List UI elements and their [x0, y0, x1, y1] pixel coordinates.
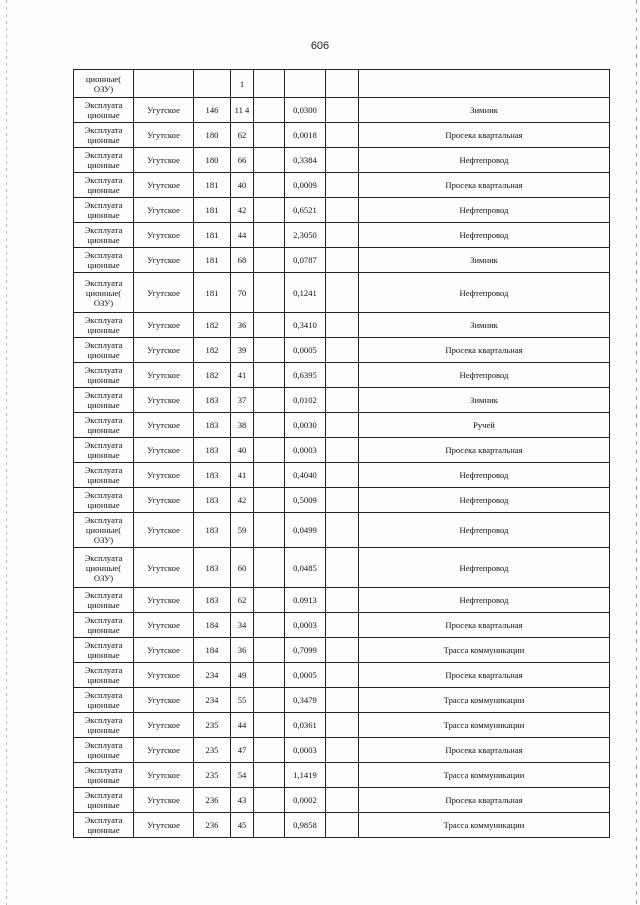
forestry-cell: Угутское [134, 173, 194, 198]
section-cell: 34 [231, 613, 254, 638]
forestry-cell: Угутское [134, 763, 194, 788]
category-cell: ционные( ОЗУ) [74, 70, 134, 98]
quarter-cell: 183 [194, 488, 231, 513]
category-cell: Эксплуата ционные [74, 388, 134, 413]
area-cell: 0,3479 [285, 688, 326, 713]
purpose-cell: Нефтепровод [359, 148, 610, 173]
forestry-cell: Угутское [134, 363, 194, 388]
blank-cell [254, 248, 285, 273]
category-cell: Эксплуата ционные [74, 98, 134, 123]
category-cell: Эксплуата ционные [74, 363, 134, 388]
section-cell: 42 [231, 488, 254, 513]
blank-cell [254, 413, 285, 438]
area-cell: 0,4040 [285, 463, 326, 488]
table-row [74, 363, 610, 388]
section-cell: 39 [231, 338, 254, 363]
category-cell: Эксплуата ционные( ОЗУ) [74, 548, 134, 588]
table-row [74, 413, 610, 438]
quarter-cell: 183 [194, 438, 231, 463]
table-row [74, 123, 610, 148]
quarter-cell: 182 [194, 313, 231, 338]
table-row [74, 463, 610, 488]
scan-edge-left [6, 0, 7, 905]
extra-cell [326, 788, 359, 813]
area-cell: 0,0102 [285, 388, 326, 413]
quarter-cell: 181 [194, 198, 231, 223]
table-row [74, 198, 610, 223]
forestry-cell: Угутское [134, 548, 194, 588]
forestry-cell: Угутское [134, 463, 194, 488]
purpose-cell: Нефтепровод [359, 363, 610, 388]
category-cell: Эксплуата ционные [74, 198, 134, 223]
quarter-cell: 235 [194, 738, 231, 763]
purpose-cell: Трасса коммуникации [359, 763, 610, 788]
category-cell: Эксплуата ционные [74, 738, 134, 763]
section-cell: 36 [231, 313, 254, 338]
area-cell [285, 70, 326, 98]
page-number: 606 [310, 40, 330, 52]
extra-cell [326, 588, 359, 613]
forestry-cell: Угутское [134, 413, 194, 438]
purpose-cell: Нефтепровод [359, 588, 610, 613]
category-cell: Эксплуата ционные [74, 788, 134, 813]
table-row [74, 513, 610, 548]
extra-cell [326, 248, 359, 273]
extra-cell [326, 363, 359, 388]
forest-plot-table [73, 69, 610, 838]
purpose-cell: Просека квартальная [359, 788, 610, 813]
table-row [74, 248, 610, 273]
blank-cell [254, 713, 285, 738]
quarter-cell: 181 [194, 173, 231, 198]
quarter-cell: 235 [194, 713, 231, 738]
purpose-cell: Ручей [359, 413, 610, 438]
category-cell: Эксплуата ционные [74, 613, 134, 638]
purpose-cell: Трасса коммуникации [359, 688, 610, 713]
blank-cell [254, 588, 285, 613]
forestry-cell: Угутское [134, 98, 194, 123]
extra-cell [326, 638, 359, 663]
table-row [74, 313, 610, 338]
category-cell: Эксплуата ционные [74, 638, 134, 663]
purpose-cell: Трасса коммуникации [359, 713, 610, 738]
purpose-cell: Зимник [359, 313, 610, 338]
section-cell: 1 [231, 70, 254, 98]
purpose-cell: Просека квартальная [359, 173, 610, 198]
purpose-cell: Трасса коммуникации [359, 813, 610, 838]
blank-cell [254, 738, 285, 763]
area-cell: 0,1241 [285, 273, 326, 313]
table-row [74, 98, 610, 123]
extra-cell [326, 813, 359, 838]
area-cell: 0.0913 [285, 588, 326, 613]
extra-cell [326, 713, 359, 738]
category-cell: Эксплуата ционные [74, 713, 134, 738]
area-cell: 0,5009 [285, 488, 326, 513]
extra-cell [326, 738, 359, 763]
table-row [74, 173, 610, 198]
blank-cell [254, 763, 285, 788]
extra-cell [326, 173, 359, 198]
quarter-cell: 182 [194, 338, 231, 363]
section-cell: 54 [231, 763, 254, 788]
blank-cell [254, 313, 285, 338]
blank-cell [254, 198, 285, 223]
blank-cell [254, 273, 285, 313]
section-cell: 40 [231, 438, 254, 463]
category-cell: Эксплуата ционные( ОЗУ) [74, 273, 134, 313]
blank-cell [254, 223, 285, 248]
quarter-cell: 236 [194, 813, 231, 838]
table-row [74, 638, 610, 663]
extra-cell [326, 663, 359, 688]
blank-cell [254, 813, 285, 838]
extra-cell [326, 338, 359, 363]
section-cell: 59 [231, 513, 254, 548]
section-cell: 47 [231, 738, 254, 763]
category-cell: Эксплуата ционные [74, 463, 134, 488]
extra-cell [326, 688, 359, 713]
area-cell: 0,7099 [285, 638, 326, 663]
extra-cell [326, 123, 359, 148]
area-cell: 0,0361 [285, 713, 326, 738]
forestry-cell: Угутское [134, 688, 194, 713]
section-cell: 68 [231, 248, 254, 273]
purpose-cell: Зимник [359, 248, 610, 273]
purpose-cell: Просека квартальная [359, 438, 610, 463]
table-row [74, 148, 610, 173]
section-cell: 41 [231, 463, 254, 488]
blank-cell [254, 70, 285, 98]
quarter-cell: 181 [194, 248, 231, 273]
quarter-cell: 236 [194, 788, 231, 813]
table-row [74, 588, 610, 613]
forestry-cell: Угутское [134, 273, 194, 313]
area-cell: 0,0018 [285, 123, 326, 148]
forestry-cell: Угутское [134, 338, 194, 363]
blank-cell [254, 363, 285, 388]
table-row [74, 763, 610, 788]
section-cell: 37 [231, 388, 254, 413]
category-cell: Эксплуата ционные [74, 763, 134, 788]
area-cell: 0,3384 [285, 148, 326, 173]
quarter-cell: 183 [194, 548, 231, 588]
blank-cell [254, 388, 285, 413]
purpose-cell: Просека квартальная [359, 613, 610, 638]
purpose-cell: Зимник [359, 98, 610, 123]
section-cell: 42 [231, 198, 254, 223]
area-cell: 0,0005 [285, 338, 326, 363]
extra-cell [326, 548, 359, 588]
table-row [74, 388, 610, 413]
table-row [74, 223, 610, 248]
blank-cell [254, 663, 285, 688]
area-cell: 0,0787 [285, 248, 326, 273]
area-cell: 0,0009 [285, 173, 326, 198]
forestry-cell [134, 70, 194, 98]
area-cell: 0,0002 [285, 788, 326, 813]
extra-cell [326, 513, 359, 548]
section-cell: 62 [231, 588, 254, 613]
section-cell: 36 [231, 638, 254, 663]
table-row [74, 813, 610, 838]
forestry-cell: Угутское [134, 513, 194, 548]
quarter-cell: 184 [194, 613, 231, 638]
area-cell: 0,0005 [285, 663, 326, 688]
section-cell: 44 [231, 713, 254, 738]
section-cell: 40 [231, 173, 254, 198]
table-row [74, 713, 610, 738]
section-cell: 66 [231, 148, 254, 173]
area-cell: 0,0485 [285, 548, 326, 588]
blank-cell [254, 513, 285, 548]
category-cell: Эксплуата ционные [74, 223, 134, 248]
blank-cell [254, 173, 285, 198]
blank-cell [254, 548, 285, 588]
category-cell: Эксплуата ционные [74, 438, 134, 463]
purpose-cell: Нефтепровод [359, 198, 610, 223]
extra-cell [326, 148, 359, 173]
category-cell: Эксплуата ционные [74, 413, 134, 438]
blank-cell [254, 688, 285, 713]
category-cell: Эксплуата ционные [74, 123, 134, 148]
forestry-cell: Угутское [134, 313, 194, 338]
category-cell: Эксплуата ционные [74, 148, 134, 173]
extra-cell [326, 388, 359, 413]
section-cell: 49 [231, 663, 254, 688]
purpose-cell: Нефтепровод [359, 513, 610, 548]
blank-cell [254, 148, 285, 173]
area-cell: 0,0499 [285, 513, 326, 548]
category-cell: Эксплуата ционные [74, 688, 134, 713]
blank-cell [254, 613, 285, 638]
quarter-cell: 146 [194, 98, 231, 123]
quarter-cell: 184 [194, 638, 231, 663]
extra-cell [326, 763, 359, 788]
quarter-cell: 183 [194, 388, 231, 413]
extra-cell [326, 223, 359, 248]
forestry-cell: Угутское [134, 198, 194, 223]
section-cell: 38 [231, 413, 254, 438]
area-cell: 0,0300 [285, 98, 326, 123]
quarter-cell: 235 [194, 763, 231, 788]
blank-cell [254, 638, 285, 663]
forestry-cell: Угутское [134, 248, 194, 273]
section-cell: 11 4 [231, 98, 254, 123]
table-row [74, 613, 610, 638]
area-cell: 0,6521 [285, 198, 326, 223]
blank-cell [254, 463, 285, 488]
quarter-cell: 180 [194, 123, 231, 148]
area-cell: 0,9858 [285, 813, 326, 838]
section-cell: 43 [231, 788, 254, 813]
area-cell: 0,0003 [285, 738, 326, 763]
section-cell: 70 [231, 273, 254, 313]
quarter-cell: 234 [194, 688, 231, 713]
quarter-cell: 183 [194, 513, 231, 548]
forestry-cell: Угутское [134, 638, 194, 663]
category-cell: Эксплуата ционные( ОЗУ) [74, 513, 134, 548]
forestry-cell: Угутское [134, 663, 194, 688]
purpose-cell: Зимник [359, 388, 610, 413]
quarter-cell [194, 70, 231, 98]
extra-cell [326, 463, 359, 488]
area-cell: 1,1419 [285, 763, 326, 788]
section-cell: 62 [231, 123, 254, 148]
purpose-cell [359, 70, 610, 98]
category-cell: Эксплуата ционные [74, 313, 134, 338]
extra-cell [326, 273, 359, 313]
blank-cell [254, 338, 285, 363]
quarter-cell: 180 [194, 148, 231, 173]
extra-cell [326, 198, 359, 223]
quarter-cell: 182 [194, 363, 231, 388]
extra-cell [326, 613, 359, 638]
extra-cell [326, 98, 359, 123]
forestry-cell: Угутское [134, 123, 194, 148]
category-cell: Эксплуата ционные [74, 488, 134, 513]
area-cell: 2,3050 [285, 223, 326, 248]
purpose-cell: Нефтепровод [359, 223, 610, 248]
quarter-cell: 183 [194, 588, 231, 613]
purpose-cell: Нефтепровод [359, 273, 610, 313]
table-row [74, 738, 610, 763]
area-cell: 0,0003 [285, 613, 326, 638]
quarter-cell: 183 [194, 463, 231, 488]
category-cell: Эксплуата ционные [74, 248, 134, 273]
table-row [74, 663, 610, 688]
extra-cell [326, 438, 359, 463]
table-row [74, 688, 610, 713]
forestry-cell: Угутское [134, 148, 194, 173]
area-cell: 0,6395 [285, 363, 326, 388]
forestry-cell: Угутское [134, 388, 194, 413]
quarter-cell: 234 [194, 663, 231, 688]
blank-cell [254, 438, 285, 463]
forestry-cell: Угутское [134, 588, 194, 613]
forestry-cell: Угутское [134, 223, 194, 248]
extra-cell [326, 70, 359, 98]
table-row [74, 488, 610, 513]
table-body [74, 70, 610, 838]
blank-cell [254, 123, 285, 148]
area-cell: 0,0003 [285, 438, 326, 463]
section-cell: 55 [231, 688, 254, 713]
section-cell: 60 [231, 548, 254, 588]
purpose-cell: Просека квартальная [359, 738, 610, 763]
forestry-cell: Угутское [134, 713, 194, 738]
purpose-cell: Нефтепровод [359, 488, 610, 513]
area-cell: 0,3410 [285, 313, 326, 338]
forestry-cell: Угутское [134, 813, 194, 838]
quarter-cell: 183 [194, 413, 231, 438]
category-cell: Эксплуата ционные [74, 173, 134, 198]
quarter-cell: 181 [194, 273, 231, 313]
area-cell: 0,0030 [285, 413, 326, 438]
blank-cell [254, 488, 285, 513]
category-cell: Эксплуата ционные [74, 338, 134, 363]
purpose-cell: Трасса коммуникации [359, 638, 610, 663]
blank-cell [254, 788, 285, 813]
forestry-cell: Угутское [134, 438, 194, 463]
category-cell: Эксплуата ционные [74, 663, 134, 688]
category-cell: Эксплуата ционные [74, 588, 134, 613]
section-cell: 41 [231, 363, 254, 388]
purpose-cell: Просека квартальная [359, 663, 610, 688]
extra-cell [326, 488, 359, 513]
purpose-cell: Просека квартальная [359, 338, 610, 363]
section-cell: 45 [231, 813, 254, 838]
table-row [74, 438, 610, 463]
purpose-cell: Нефтепровод [359, 463, 610, 488]
purpose-cell: Просека квартальная [359, 123, 610, 148]
table-row [74, 788, 610, 813]
blank-cell [254, 98, 285, 123]
table-row [74, 70, 610, 98]
category-cell: Эксплуата ционные [74, 813, 134, 838]
forestry-cell: Угутское [134, 788, 194, 813]
forestry-cell: Угутское [134, 613, 194, 638]
table-row [74, 548, 610, 588]
table-row [74, 338, 610, 363]
extra-cell [326, 413, 359, 438]
section-cell: 44 [231, 223, 254, 248]
table-row [74, 273, 610, 313]
forestry-cell: Угутское [134, 738, 194, 763]
forestry-cell: Угутское [134, 488, 194, 513]
purpose-cell: Нефтепровод [359, 548, 610, 588]
quarter-cell: 181 [194, 223, 231, 248]
extra-cell [326, 313, 359, 338]
scan-edge-right [636, 0, 637, 905]
